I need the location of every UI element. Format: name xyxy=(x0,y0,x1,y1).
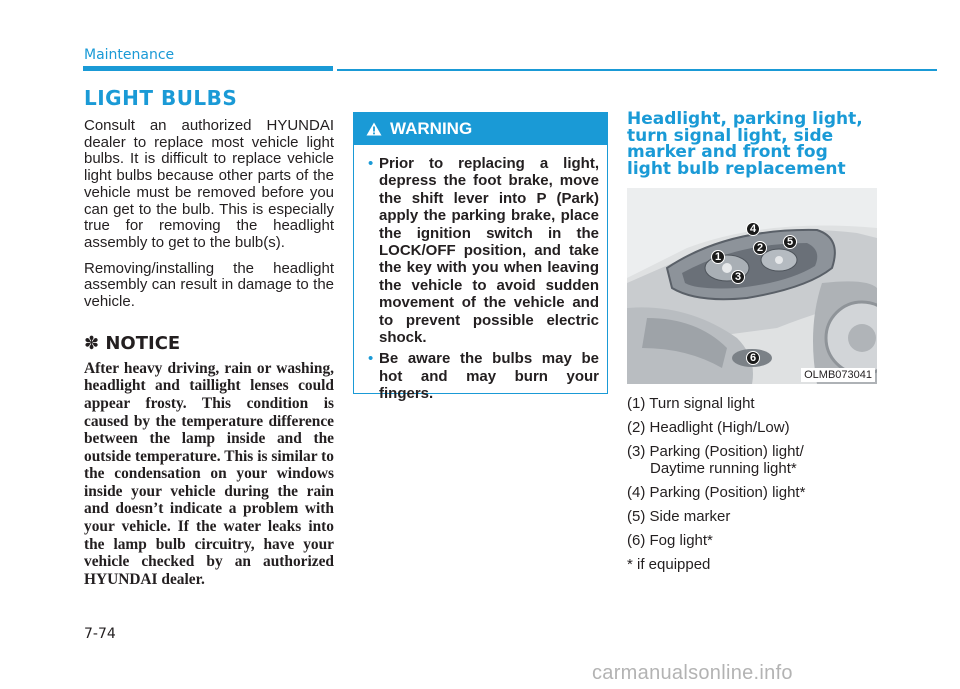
callout-5: 5 xyxy=(783,235,797,249)
intro-paragraph-2: Removing/installing the headlight assembly can result in damage to the vehicle. xyxy=(84,259,334,311)
notice-title: ✽ NOTICE xyxy=(84,332,181,354)
legend-item: (6) Fog light* xyxy=(627,532,713,549)
legend-item: (2) Headlight (High/Low) xyxy=(627,419,790,436)
warning-item-text: Prior to replacing a light, depress the foot brake, move the shift lever into P (Park) apply the parking brake, place the ignition switch in the LOCK/OFF position, and take the key with you when leaving the vehicle to avoid sudden movement of the vehicle and to prevent possible electric shock. xyxy=(379,155,599,347)
callout-2: 2 xyxy=(753,241,767,255)
notice-body: After heavy driving, rain or washing, headlight and taillight lenses could appear frosty. This condition is caused by the temperature difference between the lamp inside and the outside temperature. This is similar to the condensation on your windows inside your vehicle during the rain and doesn’t indicate a problem with your vehicle. If the water leaks into the lamp bulb circuitry, have your vehicle checked by an authorized HYUNDAI dealer. xyxy=(84,359,334,588)
warning-item xyxy=(368,155,599,346)
left-column xyxy=(84,118,334,588)
warning-item-text: Be aware the bulbs may be hot and may burn your fingers. xyxy=(379,350,599,403)
intro-paragraph-1: Consult an authorized HYUNDAI dealer to replace most vehicle light bulbs. It is difficult to replace vehicle light bulbs because other parts of the vehicle must be removed before you can get to the bulb. This is especially true for removing the headlight assembly to get to the bulb(s). xyxy=(84,117,334,251)
legend-item: (5) Side marker xyxy=(627,508,731,525)
legend-item: (4) Parking (Position) light* xyxy=(627,484,806,501)
bullet-icon: • xyxy=(368,155,374,172)
bullet-icon: • xyxy=(368,350,374,368)
callout-1: 1 xyxy=(711,250,725,264)
figure-legend xyxy=(627,395,877,556)
callout-4: 4 xyxy=(746,222,760,236)
warning-box xyxy=(353,112,608,403)
footnote: * if equipped xyxy=(627,556,711,573)
legend-item: (1) Turn signal light xyxy=(627,395,755,412)
callout-3: 3 xyxy=(731,270,745,284)
legend-item: (3) Parking (Position) light/ Daytime running light* xyxy=(627,443,804,477)
warning-title: WARNING xyxy=(390,119,473,138)
page-title: LIGHT BULBS xyxy=(84,86,238,110)
warning-triangle-icon xyxy=(366,122,382,136)
callout-6: 6 xyxy=(746,351,760,365)
warning-header xyxy=(354,113,607,145)
figure-code: OLMB073041 xyxy=(801,368,875,382)
headlight-figure xyxy=(627,188,877,384)
warning-item xyxy=(368,350,599,402)
section-label: Maintenance xyxy=(84,47,175,63)
bulb-replacement-title: Headlight, parking light, turn signal light, side marker and front fog light bulb replacement xyxy=(627,109,863,179)
page-number: 7-74 xyxy=(84,626,116,642)
header-rule-thin xyxy=(337,69,937,71)
watermark: carmanualsonline.info xyxy=(592,662,793,684)
warning-list xyxy=(354,155,607,403)
header-rule-thick xyxy=(83,66,333,71)
